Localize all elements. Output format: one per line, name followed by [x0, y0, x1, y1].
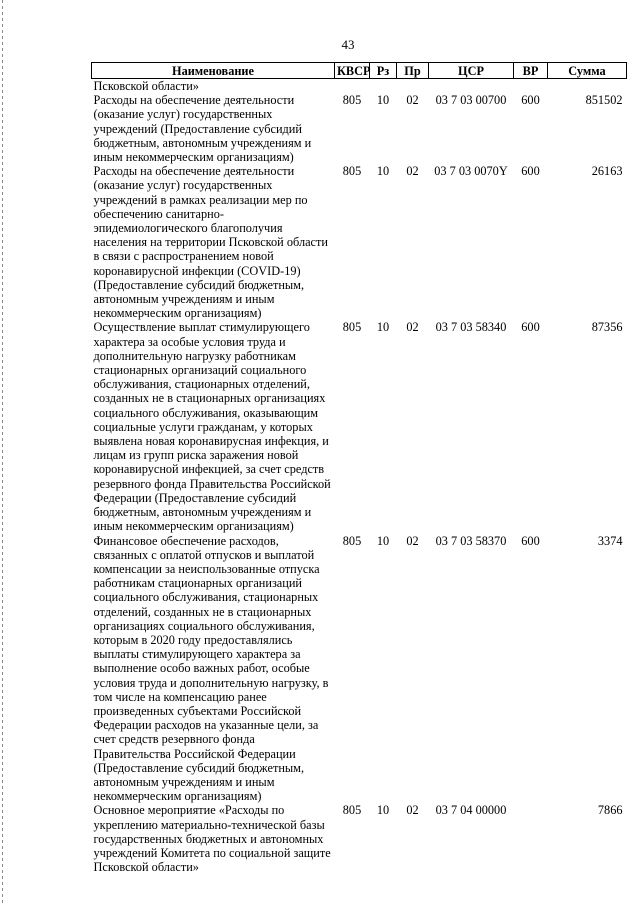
page-number: 43: [341, 37, 355, 52]
header-name: Наименование: [92, 63, 335, 79]
row-name: Основное мероприятие «Расходы по укреплению материально-технической базы государственных бюджетных и автономных учреждений Комитета по социальной защите Псковской области»: [93, 803, 331, 875]
table-row: [92, 320, 627, 533]
row-sum: 7866: [597, 803, 623, 818]
row-csr: 03 7 03 00700: [435, 93, 507, 108]
row-vr: 600: [521, 164, 540, 179]
row-pr: 02: [406, 320, 419, 335]
row-pr: 02: [406, 164, 419, 179]
row-name: Осуществление выплат стимулирующего характера за особые условия труда и дополнительную нагрузку работникам стационарных организаций социального обслуживания, стационарных отделений, созданных не в стационарных организациях социального обслуживания, оказывающим социальные услуги гражданам, у которых выявлена новая коронавирусная инфекция, и лицам из групп риска заражения новой коронавирусной инфекцией, за счет средств резервного фонда Правительства Российской Федерации (Предоставление субсидий бюджетным, автономным учреждениям и иным некоммерческим организациям): [93, 320, 331, 534]
row-rz: 10: [376, 164, 390, 179]
row-pr: 02: [406, 803, 419, 818]
table-row: [92, 164, 627, 320]
continuation-row: [92, 79, 627, 94]
header-rz: Рз: [370, 63, 397, 79]
row-sum: 87356: [591, 320, 623, 335]
table-row: [92, 93, 627, 164]
row-kvsr: 805: [342, 164, 362, 179]
row-vr: [514, 803, 548, 874]
row-rz: 10: [376, 93, 390, 108]
row-csr: 03 7 03 58340: [435, 320, 507, 335]
row-csr: 03 7 03 58370: [435, 533, 507, 548]
header-kvsr: КВСР: [335, 63, 370, 79]
row-sum: 26163: [591, 164, 623, 179]
row-kvsr: 805: [342, 320, 362, 335]
table-header: [92, 63, 627, 79]
scan-edge-line: [2, 0, 3, 905]
row-rz: 10: [376, 533, 390, 548]
row-kvsr: 805: [342, 803, 362, 818]
row-vr: 600: [521, 320, 540, 335]
header-vr: ВР: [514, 63, 548, 79]
row-sum: 3374: [597, 533, 623, 548]
row-rz: 10: [376, 803, 390, 818]
row-name: Расходы на обеспечение деятельности (оказание услуг) государственных учреждений (Предоставление субсидий бюджетным, автономным учреждениям и иным некоммерческим организациям): [93, 93, 312, 165]
row-vr: 600: [521, 93, 540, 108]
budget-table: [91, 62, 627, 874]
row-kvsr: 805: [342, 93, 362, 108]
row-vr: 600: [521, 533, 540, 548]
continuation-text: Псковской области»: [93, 79, 199, 93]
row-kvsr: 805: [342, 533, 362, 548]
header-sum: Сумма: [548, 63, 627, 79]
row-name: Финансовое обеспечение расходов, связанных с оплатой отпусков и выплатой компенсации за неиспользованные отпуска работникам стационарных организаций социального обслуживания, стационарных отделений, созданных не в стационарных организациях социального обслуживания, которым в 2020 году предоставлялись выплаты стимулирующего характера за выполнение особо важных работ, особые условия труда и дополнительную нагрузку, в том числе на компенсацию ранее произведенных субъектами Российской Федерации расходов на указанные цели, за счет средств резервного фонда Правительства Российской Федерации (Предоставление субсидий бюджетным, автономным учреждениям и иным некоммерческим организациям): [93, 533, 329, 804]
row-csr: 03 7 03 0070Y: [434, 164, 508, 179]
row-pr: 02: [406, 93, 419, 108]
table-row: [92, 534, 627, 804]
row-rz: 10: [376, 320, 390, 335]
row-pr: 02: [406, 533, 419, 548]
row-sum: 851502: [585, 93, 623, 108]
header-pr: Пр: [397, 63, 429, 79]
row-name: Расходы на обеспечение деятельности (оказание услуг) государственных учреждений в рамках реализации мер по обеспечению санитарно-эпидемиологического благополучия населения на территории Псковской области в связи с распространением новой коронавирусной инфекции (COVID-19) (Предоставление субсидий бюджетным, автономным учреждениям и иным некоммерческим организациям): [93, 164, 328, 321]
header-csr: ЦСР: [429, 63, 514, 79]
table-row: [92, 803, 627, 874]
row-csr: 03 7 04 00000: [435, 803, 507, 818]
